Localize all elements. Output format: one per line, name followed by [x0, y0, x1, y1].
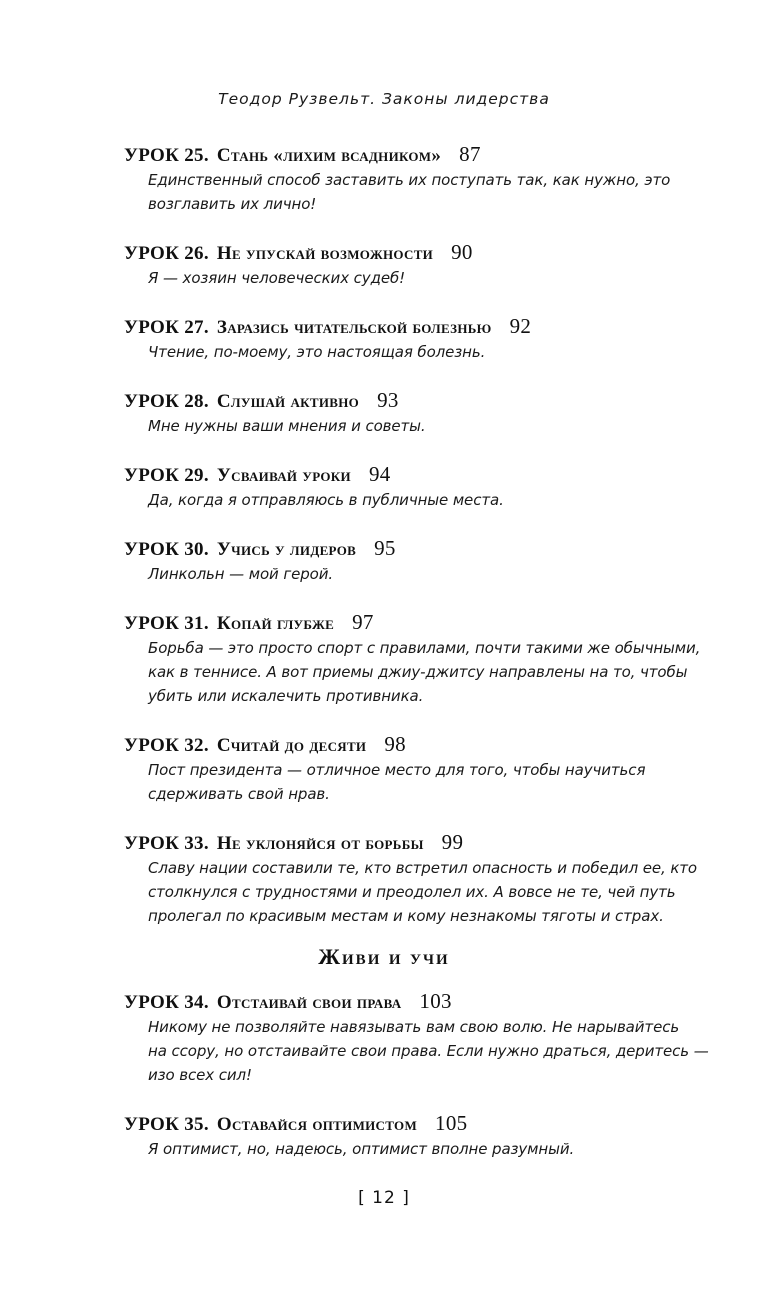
lesson-number: УРОК 33.: [124, 833, 209, 854]
lesson-page-number: 87: [459, 142, 481, 166]
lesson-title: Учись у лидеров: [216, 539, 357, 560]
toc-entry-heading: [124, 536, 714, 562]
lesson-quote-line: Я — хозяин человеческих судеб!: [148, 269, 406, 287]
lesson-title: Не уклоняйся от борьбы: [216, 833, 424, 854]
toc-entry-heading: [124, 240, 714, 266]
toc-entry: [124, 388, 714, 438]
toc-entry: [124, 314, 714, 364]
lesson-number: УРОК 27.: [124, 317, 209, 338]
lesson-quote-line: Никому не позволяйте навязывать вам свою волю. Не нарывайтесь: [148, 1018, 680, 1036]
lesson-title: Копай глубже: [216, 613, 335, 634]
toc-entry: [124, 536, 714, 586]
lesson-quote-line: Славу нации составили те, кто встретил опасность и победил ее, кто: [148, 859, 697, 877]
toc-entry: [124, 830, 714, 928]
lesson-quote-line: Чтение, по-моему, это настоящая болезнь.: [148, 343, 486, 361]
toc-entry: [124, 610, 714, 708]
lesson-number: УРОК 28.: [124, 391, 209, 412]
lesson-title: Оставайся оптимистом: [216, 1114, 418, 1135]
lesson-page-number: 97: [352, 610, 374, 634]
toc-entry-heading: [124, 830, 714, 856]
lesson-title: Отстаивай свои права: [216, 992, 402, 1013]
lesson-quote-line: Линкольн — мой герой.: [148, 565, 334, 583]
lesson-number: УРОК 32.: [124, 735, 209, 756]
lesson-page-number: 103: [419, 989, 452, 1013]
lesson-number: УРОК 34.: [124, 992, 209, 1013]
toc-entry-heading: [124, 314, 714, 340]
toc-entry-heading: [124, 732, 714, 758]
lesson-page-number: 105: [435, 1111, 468, 1135]
lesson-quote-line: Единственный способ заставить их поступать так, как нужно, это: [148, 171, 671, 189]
lesson-number: УРОК 30.: [124, 539, 209, 560]
lesson-quote-line: убить или искалечить противника.: [148, 687, 424, 705]
lesson-quote-line: Я оптимист, но, надеюсь, оптимист вполне разумный.: [148, 1140, 575, 1158]
lesson-number: УРОК 26.: [124, 243, 209, 264]
toc-entry: [124, 142, 714, 216]
toc-list-bottom: [124, 989, 714, 1161]
toc-entry-heading: [124, 388, 714, 414]
lesson-quote-line: Мне нужны ваши мнения и советы.: [148, 417, 426, 435]
lesson-quote-line: Борьба — это просто спорт с правилами, почти такими же обычными,: [148, 639, 701, 657]
lesson-quote-line: столкнулся с трудностями и преодолел их. А вовсе не те, чей путь: [148, 883, 676, 901]
running-head: Теодор Рузвельт. Законы лидерства: [218, 90, 550, 108]
lesson-page-number: 99: [441, 830, 464, 854]
toc-entry: [124, 462, 714, 512]
toc-entry: [124, 1111, 714, 1161]
lesson-page-number: 98: [384, 732, 406, 756]
lesson-page-number: 92: [509, 314, 532, 338]
toc-entry: [124, 732, 714, 806]
lesson-title: Слушай активно: [216, 391, 360, 412]
toc-entry-heading: [124, 462, 714, 488]
lesson-title: Заразись читательской болезнью: [216, 317, 492, 338]
lesson-number: УРОК 35.: [124, 1114, 209, 1135]
lesson-quote-line: как в теннисе. А вот приемы джиу-джитсу направлены на то, чтобы: [148, 663, 688, 681]
lesson-page-number: 94: [368, 462, 391, 486]
lesson-title: Усваивай уроки: [216, 465, 351, 486]
lesson-quote-line: сдерживать свой нрав.: [148, 785, 330, 803]
lesson-quote-line: изо всех сил!: [148, 1066, 252, 1084]
toc-entry: [124, 240, 714, 290]
lesson-quote-line: Пост президента — отличное место для того, чтобы научиться: [148, 761, 646, 779]
lesson-page-number: 90: [451, 240, 473, 264]
lesson-page-number: 95: [374, 536, 396, 560]
toc-entry-heading: [124, 1111, 714, 1137]
lesson-quote-line: на ссору, но отстаивайте свои права. Если нужно драться, деритесь —: [148, 1042, 709, 1060]
toc-entry: [124, 989, 714, 1087]
lesson-title: Не упускай возможности: [216, 243, 434, 264]
lesson-title: Стань «лихим всадником»: [216, 145, 442, 166]
lesson-quote-line: пролегал по красивым местам и кому незнакомы тяготы и страх.: [148, 907, 664, 925]
lesson-quote-line: Да, когда я отправляюсь в публичные места.: [148, 491, 504, 509]
toc-list-top: [124, 142, 714, 928]
lesson-title: Считай до десяти: [216, 735, 367, 756]
lesson-page-number: 93: [377, 388, 399, 412]
lesson-number: УРОК 31.: [124, 613, 209, 634]
toc-entry-heading: [124, 989, 714, 1015]
toc-entry-heading: [124, 610, 714, 636]
lesson-number: УРОК 25.: [124, 145, 209, 166]
toc-entry-heading: [124, 142, 714, 168]
page-number: [ 12 ]: [358, 1188, 410, 1208]
section-title: Живи и учи: [318, 944, 450, 969]
lesson-number: УРОК 29.: [124, 465, 209, 486]
lesson-quote-line: возглавить их лично!: [148, 195, 317, 213]
